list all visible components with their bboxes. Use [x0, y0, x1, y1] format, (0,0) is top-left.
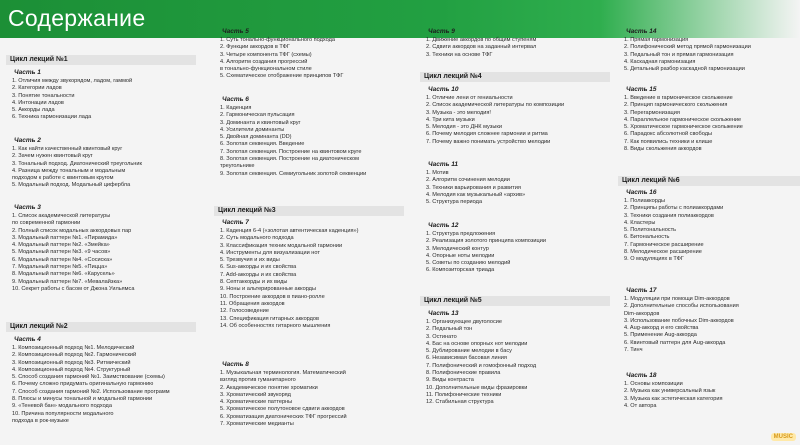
- list-item: 4. Интонации ладов: [12, 99, 64, 106]
- part-heading: Часть 7: [222, 219, 249, 226]
- list-item: 1. Суть тонально-функционального подхода: [220, 37, 335, 43]
- list-item: 7. Как появились техники и клише: [624, 138, 713, 145]
- list-item: 4. От автора: [624, 402, 657, 409]
- list-item: 1. Каденция 6-4 («золотая автентическая каденция»): [220, 228, 359, 234]
- list-item: подхода в рок-музыке: [12, 417, 69, 424]
- item-list: [426, 319, 536, 407]
- list-item: 2. Дополнительные способы использования: [624, 303, 739, 310]
- lecture-heading: Цикл лекций №2: [6, 322, 196, 332]
- list-item: 8. Мелодическое расширение: [624, 249, 702, 256]
- list-item: 10. Дополнительные виды фразировки: [426, 384, 528, 391]
- lecture-heading: Цикл лекций №6: [618, 176, 800, 186]
- part-heading: Часть 16: [626, 189, 657, 196]
- list-item: 6. Хроматизация диатонических ТФГ прогрессий: [220, 413, 347, 420]
- list-item: 2. Суть модального подхода: [220, 235, 294, 242]
- list-item: 5. Детальный разбор каскадной гармонизации: [624, 66, 745, 73]
- list-item: 1. Список академической литературы: [12, 213, 111, 219]
- list-item: 1. Основы композиции: [624, 381, 683, 387]
- part-heading: Часть 12: [428, 222, 459, 229]
- list-item: 7. Add-аккорды и их свойства: [220, 271, 297, 278]
- part-heading: Часть 9: [428, 28, 455, 35]
- list-item: 6. Битональность: [624, 234, 670, 241]
- item-list: [426, 170, 525, 206]
- list-item: 3. Музыка - это мелодия!: [426, 109, 491, 116]
- list-item: 6. Почему мелодия сложнее гармонии и ритма: [426, 131, 548, 138]
- item-list: [624, 381, 723, 410]
- list-item: 12. Голосоведение: [220, 308, 269, 315]
- part-heading: Часть 10: [428, 86, 459, 93]
- list-item: 8. Золотая секвенция. Построение на диатоническом: [220, 156, 359, 163]
- list-item: 1. Композиционный подход №1. Мелодический: [12, 345, 135, 351]
- list-item: 5. Способ создания гармоний №1. Заимствование (схемы): [12, 374, 165, 381]
- list-item: 12. Стабильная структура: [426, 399, 494, 406]
- list-item: 10. Секрет работы с басом от Джона Уильямса: [12, 285, 135, 292]
- list-item: 7. Модальный паттерн №5. «Пицца»: [12, 264, 108, 271]
- list-item: 3. Перегармонизация: [624, 109, 680, 116]
- part-heading: Часть 5: [222, 28, 249, 35]
- list-item: 3. Техники создания полиаккордов: [624, 212, 714, 219]
- list-item: 4. Aug-аккорд и его свойства: [624, 325, 699, 332]
- list-item: 6. Золотая секвенция. Введение: [220, 141, 305, 148]
- item-list: [624, 198, 723, 264]
- list-item: 6. Техника гармонизации лада: [12, 114, 92, 121]
- item-list: [220, 37, 343, 81]
- list-item: 1. Прямая гармонизация: [624, 37, 689, 43]
- lecture-heading: Цикл лекций №5: [420, 296, 610, 306]
- list-item: 2. Музыка как универсальный язык: [624, 388, 716, 395]
- list-item: 4. Модальный паттерн №2. «Змейка»: [12, 242, 110, 249]
- list-item: 2. Педальный тон: [426, 326, 473, 333]
- list-item: 2. Сдвиги аккордов на заданный интервал: [426, 44, 537, 51]
- list-item: 3. Хроматический звукоряд: [220, 391, 291, 398]
- item-list: [624, 37, 751, 73]
- list-item: 5. Хроматическое гармоническое скольжение: [624, 124, 743, 131]
- list-item: 5. Трезвучия и их виды: [220, 257, 280, 264]
- lecture-heading: Цикл лекций №3: [214, 206, 404, 216]
- part-heading: Часть 1: [14, 69, 41, 76]
- list-item: 3. Понятие тональности: [12, 92, 75, 99]
- list-item: 5. Политональность: [624, 227, 677, 234]
- list-item: 1. Отличие лени от гениальности: [426, 95, 513, 101]
- list-item: подходом к работе с квинтовым кругом: [12, 175, 114, 182]
- list-item: 2. Принципы работы с полиаккордами: [624, 205, 724, 212]
- list-item: 3. Техники варьирования и развития: [426, 184, 521, 191]
- part-heading: Часть 2: [14, 137, 41, 144]
- lecture-heading: Цикл лекций №1: [6, 55, 196, 65]
- list-item: 3. Классификация техник модальной гармонии: [220, 242, 343, 249]
- list-item: 2. Принцип гармонического скольжения: [624, 102, 728, 109]
- lecture-heading: Цикл лекций №4: [420, 72, 610, 82]
- list-item: 1. Как найти качественный квинтовый круг: [12, 146, 123, 152]
- item-list: [12, 345, 170, 425]
- list-item: 6. Sus-аккорды и их свойства: [220, 264, 297, 271]
- part-heading: Часть 17: [626, 287, 657, 294]
- list-item: 1. Мотив: [426, 170, 449, 176]
- list-item: 1. Введение в гармоническое скольжение: [624, 95, 733, 101]
- part-heading: Часть 14: [626, 28, 657, 35]
- list-item: 9. О модуляциях в ТФГ: [624, 256, 684, 263]
- list-item: 2. Категории ладов: [12, 85, 62, 92]
- list-item: 4. Композиционный подход №4. Структурный: [12, 366, 131, 373]
- list-item: 2. Композиционный подход №2. Гармонический: [12, 352, 137, 359]
- list-item: Dim-аккордов: [624, 310, 660, 317]
- part-heading: Часть 15: [626, 86, 657, 93]
- list-item: 8. Виды скольжения аккордов: [624, 146, 702, 153]
- list-item: 1. Каденция: [220, 105, 252, 111]
- list-item: 5. Двойная доминанта (DD): [220, 134, 292, 141]
- list-item: 13. Спецификация гитарных аккордов: [220, 315, 320, 322]
- item-list: [12, 146, 142, 190]
- list-item: 9. «Теневой бан» модального подхода: [12, 403, 112, 410]
- item-list: [12, 78, 132, 122]
- list-item: 2. Гармоническая пульсация: [220, 112, 295, 119]
- list-item: 3. Музыка как эстетическая категория: [624, 395, 723, 402]
- list-item: 4. Алгоритм создания прогрессий: [220, 58, 308, 65]
- list-item: 11. Полифонические техники: [426, 391, 502, 398]
- list-item: 11. Обращения аккордов: [220, 300, 285, 307]
- list-item: 8. Модальный паттерн №6. «Карусель»: [12, 271, 115, 278]
- part-heading: Часть 13: [428, 310, 459, 317]
- list-item: 6. Парадокс абсолютной свободы: [624, 131, 712, 138]
- list-item: 9. Ноны и альтерированные аккорды: [220, 286, 316, 293]
- list-item: 2. Академическое понятие хроматики: [220, 384, 318, 391]
- list-item: 1. Движение аккордов по общим ступеням: [426, 37, 537, 43]
- list-item: 2. Реализация золотого принципа композиции: [426, 238, 546, 245]
- list-item: 9. Золотая секвенция. Семиугольник золотой секвенции: [220, 170, 367, 177]
- list-item: 4. Бас на основе опорных нот мелодии: [426, 340, 528, 347]
- list-item: 5. Модальный подход. Модальный цифербла: [12, 182, 131, 189]
- list-item: 3. Мелодический контур: [426, 245, 489, 252]
- list-item: 3. Модальный паттерн №1. «Пирамида»: [12, 234, 118, 241]
- list-item: 4. Параллельное гармоническое скольжение: [624, 116, 742, 123]
- list-item: 4. Мелодия как музыкальный «архив»: [426, 191, 526, 198]
- item-list: [624, 95, 743, 153]
- list-item: взгляд против гуманитарного: [220, 377, 296, 384]
- list-item: 7. Почему важно понимать устройство мелодии: [426, 138, 551, 145]
- list-item: 8. Септаккорды и их виды: [220, 279, 288, 286]
- list-item: 5. Хроматическое полутоновое сдвиги аккордов: [220, 406, 345, 413]
- list-item: 3. Доминанта и квинтовый круг: [220, 119, 301, 126]
- list-item: 2. Алгоритм сочинения мелодии: [426, 177, 510, 184]
- list-item: 3. Использование побочных Dim-аккордов: [624, 317, 734, 324]
- list-item: 5. Модальный паттерн №3. «9 часов»: [12, 249, 111, 256]
- list-item: 4. Кластеры: [624, 219, 656, 226]
- item-list: [624, 296, 739, 354]
- list-item: треугольнике: [220, 163, 255, 170]
- list-item: 4. Опорные ноты мелодии: [426, 252, 495, 259]
- list-item: 6. Квинтовый паттерн для Aug-аккорда: [624, 339, 726, 346]
- list-item: 3. Педальный тон и прямая гармонизация: [624, 51, 734, 58]
- list-item: 10. Построение аккордов в пиано-ролле: [220, 293, 325, 300]
- item-list: [426, 37, 536, 59]
- list-item: 4. Инструменты для визуализации нот: [220, 249, 320, 256]
- list-item: 4. Разница между тональным и модальным: [12, 167, 126, 174]
- list-item: 2. Полифонический метод прямой гармонизации: [624, 44, 751, 51]
- item-list: [426, 95, 564, 146]
- part-heading: Часть 18: [626, 372, 657, 379]
- list-item: в тонально-функциональном стиле: [220, 66, 312, 73]
- list-item: 5. Применение Aug-аккорда: [624, 332, 697, 339]
- list-item: 6. Модальный паттерн №4. «Сосиска»: [12, 256, 113, 263]
- list-item: 1. Организующее двуголосие: [426, 319, 503, 325]
- list-item: 4. Усилители доминанты: [220, 126, 285, 133]
- list-item: 5. Советы по созданию мелодий: [426, 260, 511, 267]
- part-heading: Часть 4: [14, 336, 41, 343]
- list-item: 8. Полифонические правила: [426, 370, 501, 377]
- list-item: 3. Тональный подход. Диатонический треугольник: [12, 160, 142, 167]
- list-item: 6. Независимая басовая линия: [426, 355, 507, 362]
- list-item: 7. Тинч: [624, 347, 643, 354]
- list-item: 3. Четыре компонента ТФГ (схемы): [220, 51, 312, 58]
- part-heading: Часть 6: [222, 96, 249, 103]
- list-item: 2. Полный список модальных аккордовых пар: [12, 227, 132, 234]
- list-item: 3. Техники на основе ТФГ: [426, 51, 493, 58]
- list-item: 9. Модальный паттерн №7. «Мевалайзка»: [12, 278, 123, 285]
- list-item: 8. Плюсы и минусы тональной и модальной гармонии: [12, 396, 153, 403]
- list-item: 4. Три кита музыки: [426, 116, 475, 123]
- list-item: 1. Отличия между звукорядом, ладом, гаммой: [12, 78, 133, 84]
- part-heading: Часть 11: [428, 161, 459, 168]
- item-list: [220, 370, 347, 428]
- list-item: 2. Список академической литературы по композиции: [426, 102, 565, 109]
- list-item: 1. Модуляции при помощи Dim-аккордов: [624, 296, 730, 302]
- list-item: 7. Полифонический и гомофонный подход: [426, 362, 537, 369]
- list-item: 6. Композиторская триада: [426, 267, 495, 274]
- list-item: 3. Композиционный подход №3. Ритмический: [12, 359, 131, 366]
- item-list: [12, 213, 134, 293]
- list-item: 5. Аккорды лада: [12, 107, 55, 114]
- item-list: [220, 105, 366, 178]
- part-heading: Часть 8: [222, 361, 249, 368]
- list-item: по современной гармонии: [12, 220, 81, 227]
- list-item: 6. Почему сложно придумать оригинальную гармонию: [12, 381, 154, 388]
- item-list: [220, 228, 358, 330]
- list-item: 4. Хроматические паттерны: [220, 399, 293, 406]
- brand-logo: MUSIC: [771, 433, 796, 441]
- header-banner: [0, 0, 800, 38]
- list-item: 5. Схематическое отображение принципов ТФГ: [220, 73, 344, 80]
- list-item: 2. Функции аккордов в ТФГ: [220, 44, 290, 51]
- list-item: 14. Об особенностях гитарного мышления: [220, 322, 331, 329]
- list-item: 3. Остинато: [426, 333, 457, 340]
- list-item: 1. Полиаккорды: [624, 198, 666, 204]
- list-item: 7. Гармоническое расширение: [624, 241, 704, 248]
- list-item: 1. Музыкальная терминология. Математический: [220, 370, 346, 376]
- list-item: 7. Хроматические медианты: [220, 421, 294, 428]
- list-item: 1. Структура предложения: [426, 231, 496, 237]
- list-item: 10. Причина популярности модального: [12, 410, 114, 417]
- list-item: 7. Золотая секвенция. Построение на квинтовом круге: [220, 148, 362, 155]
- page-title: Содержание: [8, 5, 146, 31]
- list-item: 7. Способ создания гармоний №2. Использование программ: [12, 388, 170, 395]
- list-item: 4. Каскадная гармонизация: [624, 58, 696, 65]
- list-item: 5. Структура периода: [426, 199, 483, 206]
- list-item: 5. Мелодия - это ДНК музыки: [426, 124, 502, 131]
- part-heading: Часть 3: [14, 204, 41, 211]
- list-item: 2. Зачем нужен квинтовый круг: [12, 153, 93, 160]
- item-list: [426, 231, 546, 275]
- list-item: 5. Дублирование мелодии в басу: [426, 348, 512, 355]
- list-item: 9. Виды контраста: [426, 377, 474, 384]
